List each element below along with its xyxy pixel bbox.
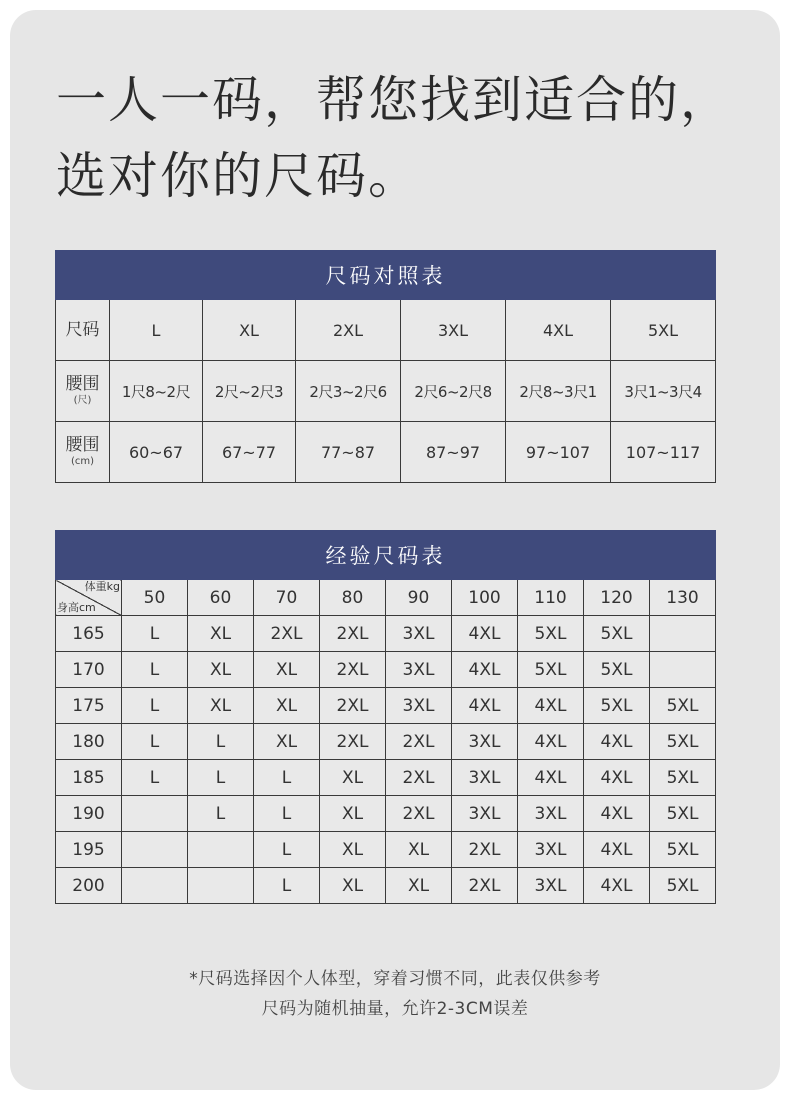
- size-recommendation-cell: [650, 652, 716, 688]
- weight-header-row: [56, 580, 716, 616]
- size-recommendation-cell: 4XL: [518, 688, 584, 724]
- waist-cm-row: [56, 422, 716, 483]
- size-cell: 2XL: [296, 300, 401, 361]
- size-recommendation-cell: 2XL: [320, 688, 386, 724]
- size-row-label: 尺码: [56, 300, 110, 361]
- size-recommendation-cell: XL: [254, 652, 320, 688]
- size-recommendation-cell: 4XL: [584, 796, 650, 832]
- size-recommendation-cell: 5XL: [584, 616, 650, 652]
- size-recommendation-cell: XL: [320, 868, 386, 904]
- corner-weight-label: 体重kg: [84, 580, 120, 593]
- headline: [56, 62, 736, 214]
- size-recommendation-cell: 5XL: [518, 652, 584, 688]
- size-recommendation-cell: L: [122, 724, 188, 760]
- size-recommendation-cell: 3XL: [518, 796, 584, 832]
- height-cell: 165: [56, 616, 122, 652]
- height-cell: 170: [56, 652, 122, 688]
- height-cell: 200: [56, 868, 122, 904]
- size-recommendation-cell: 5XL: [650, 868, 716, 904]
- size-recommendation-cell: XL: [320, 796, 386, 832]
- weight-header-cell: 50: [122, 580, 188, 616]
- size-recommendation-cell: 2XL: [386, 760, 452, 796]
- height-row: [56, 760, 716, 796]
- height-row: [56, 652, 716, 688]
- size-recommendation-cell: XL: [188, 688, 254, 724]
- size-recommendation-cell: L: [254, 796, 320, 832]
- height-row: [56, 724, 716, 760]
- size-recommendation-cell: 4XL: [518, 724, 584, 760]
- height-row: [56, 616, 716, 652]
- waist-label: 腰围: [65, 435, 100, 455]
- waist-cm-row-label: [56, 422, 110, 483]
- size-recommendation-cell: 3XL: [452, 760, 518, 796]
- size-recommendation-cell: L: [122, 688, 188, 724]
- size-recommendation-cell: L: [254, 760, 320, 796]
- size-recommendation-cell: L: [188, 760, 254, 796]
- size-cell: XL: [203, 300, 296, 361]
- size-recommendation-cell: L: [254, 868, 320, 904]
- experience-size-table: [55, 530, 716, 904]
- size-recommendation-cell: [122, 796, 188, 832]
- size-recommendation-cell: 3XL: [518, 832, 584, 868]
- size-row: [56, 300, 716, 361]
- size-recommendation-cell: XL: [254, 688, 320, 724]
- waist-chi-row: [56, 361, 716, 422]
- size-recommendation-cell: XL: [320, 832, 386, 868]
- size-recommendation-cell: 2XL: [320, 724, 386, 760]
- size-comparison-table: [55, 250, 716, 483]
- disclaimer-note: *尺码选择因个人体型，穿着习惯不同，此表仅供参考: [189, 969, 601, 989]
- size-cell: L: [110, 300, 203, 361]
- waist-chi-row-label: [56, 361, 110, 422]
- height-cell: 175: [56, 688, 122, 724]
- waist-cm-cell: 60~67: [110, 422, 203, 483]
- size-recommendation-cell: 2XL: [452, 832, 518, 868]
- size-recommendation-cell: 4XL: [584, 760, 650, 796]
- height-row: [56, 688, 716, 724]
- size-recommendation-cell: 2XL: [320, 652, 386, 688]
- size-recommendation-cell: XL: [386, 832, 452, 868]
- size-recommendation-cell: [122, 832, 188, 868]
- size-recommendation-cell: 5XL: [650, 832, 716, 868]
- size-recommendation-cell: 5XL: [650, 688, 716, 724]
- weight-header-cell: 130: [650, 580, 716, 616]
- waist-cm-cell: 87~97: [401, 422, 506, 483]
- size-recommendation-cell: [122, 868, 188, 904]
- size-recommendation-cell: L: [122, 616, 188, 652]
- size-recommendation-cell: 3XL: [386, 652, 452, 688]
- weight-header-cell: 100: [452, 580, 518, 616]
- height-row: [56, 796, 716, 832]
- size-recommendation-cell: 2XL: [452, 868, 518, 904]
- size-recommendation-cell: 4XL: [584, 724, 650, 760]
- weight-header-cell: 110: [518, 580, 584, 616]
- waist-unit-cm: (cm): [70, 456, 95, 467]
- size-recommendation-cell: [188, 868, 254, 904]
- size-recommendation-cell: 5XL: [650, 724, 716, 760]
- size-recommendation-cell: 4XL: [452, 616, 518, 652]
- size-recommendation-cell: XL: [386, 868, 452, 904]
- size-recommendation-cell: 3XL: [452, 724, 518, 760]
- size-recommendation-cell: L: [254, 832, 320, 868]
- waist-chi-cell: 2尺6~2尺8: [401, 361, 506, 422]
- waist-chi-cell: 2尺3~2尺6: [296, 361, 401, 422]
- weight-header-cell: 70: [254, 580, 320, 616]
- weight-header-cell: 60: [188, 580, 254, 616]
- waist-chi-cell: 1尺8~2尺: [110, 361, 203, 422]
- size-recommendation-cell: L: [188, 724, 254, 760]
- size-recommendation-cell: 2XL: [320, 616, 386, 652]
- waist-unit-chi: (尺): [73, 395, 92, 406]
- size-recommendation-cell: 4XL: [584, 832, 650, 868]
- size-recommendation-cell: 5XL: [584, 688, 650, 724]
- weight-header-cell: 120: [584, 580, 650, 616]
- size-recommendation-cell: 3XL: [386, 688, 452, 724]
- size-recommendation-cell: 2XL: [386, 796, 452, 832]
- size-table-title: 尺码对照表: [56, 251, 716, 300]
- size-recommendation-cell: 3XL: [386, 616, 452, 652]
- measurement-tolerance-note: 尺码为随机抽量，允许2-3CM误差: [261, 999, 529, 1019]
- corner-diagonal-cell: [56, 580, 122, 616]
- height-cell: 180: [56, 724, 122, 760]
- waist-cm-cell: 97~107: [506, 422, 611, 483]
- size-recommendation-cell: 4XL: [452, 688, 518, 724]
- size-recommendation-cell: 3XL: [452, 796, 518, 832]
- weight-header-cell: 90: [386, 580, 452, 616]
- waist-chi-cell: 2尺8~3尺1: [506, 361, 611, 422]
- size-recommendation-cell: 4XL: [452, 652, 518, 688]
- waist-cm-cell: 67~77: [203, 422, 296, 483]
- size-recommendation-cell: XL: [188, 616, 254, 652]
- weight-header-cell: 80: [320, 580, 386, 616]
- height-cell: 190: [56, 796, 122, 832]
- size-recommendation-cell: XL: [188, 652, 254, 688]
- size-recommendation-cell: 5XL: [518, 616, 584, 652]
- size-recommendation-cell: XL: [320, 760, 386, 796]
- height-row: [56, 832, 716, 868]
- waist-cm-cell: 77~87: [296, 422, 401, 483]
- size-recommendation-cell: 5XL: [650, 796, 716, 832]
- waist-cm-cell: 107~117: [611, 422, 716, 483]
- headline-line-2: 选对你的尺码。: [56, 147, 420, 205]
- size-recommendation-cell: 5XL: [584, 652, 650, 688]
- size-cell: 4XL: [506, 300, 611, 361]
- size-recommendation-cell: L: [188, 796, 254, 832]
- headline-line-1: 一人一码，帮您找到适合的，: [56, 71, 732, 129]
- waist-chi-cell: 2尺~2尺3: [203, 361, 296, 422]
- size-recommendation-cell: 2XL: [386, 724, 452, 760]
- height-row: [56, 868, 716, 904]
- size-recommendation-cell: L: [122, 652, 188, 688]
- waist-chi-cell: 3尺1~3尺4: [611, 361, 716, 422]
- corner-height-label: 身高cm: [57, 601, 96, 614]
- experience-table-title: 经验尺码表: [56, 531, 716, 580]
- size-recommendation-cell: 5XL: [650, 760, 716, 796]
- size-recommendation-cell: [188, 832, 254, 868]
- size-recommendation-cell: 2XL: [254, 616, 320, 652]
- height-cell: 185: [56, 760, 122, 796]
- size-recommendation-cell: 4XL: [518, 760, 584, 796]
- size-recommendation-cell: 4XL: [584, 868, 650, 904]
- waist-label: 腰围: [65, 374, 100, 394]
- size-recommendation-cell: [650, 616, 716, 652]
- size-recommendation-cell: XL: [254, 724, 320, 760]
- size-cell: 3XL: [401, 300, 506, 361]
- size-recommendation-cell: 3XL: [518, 868, 584, 904]
- size-recommendation-cell: L: [122, 760, 188, 796]
- size-cell: 5XL: [611, 300, 716, 361]
- height-cell: 195: [56, 832, 122, 868]
